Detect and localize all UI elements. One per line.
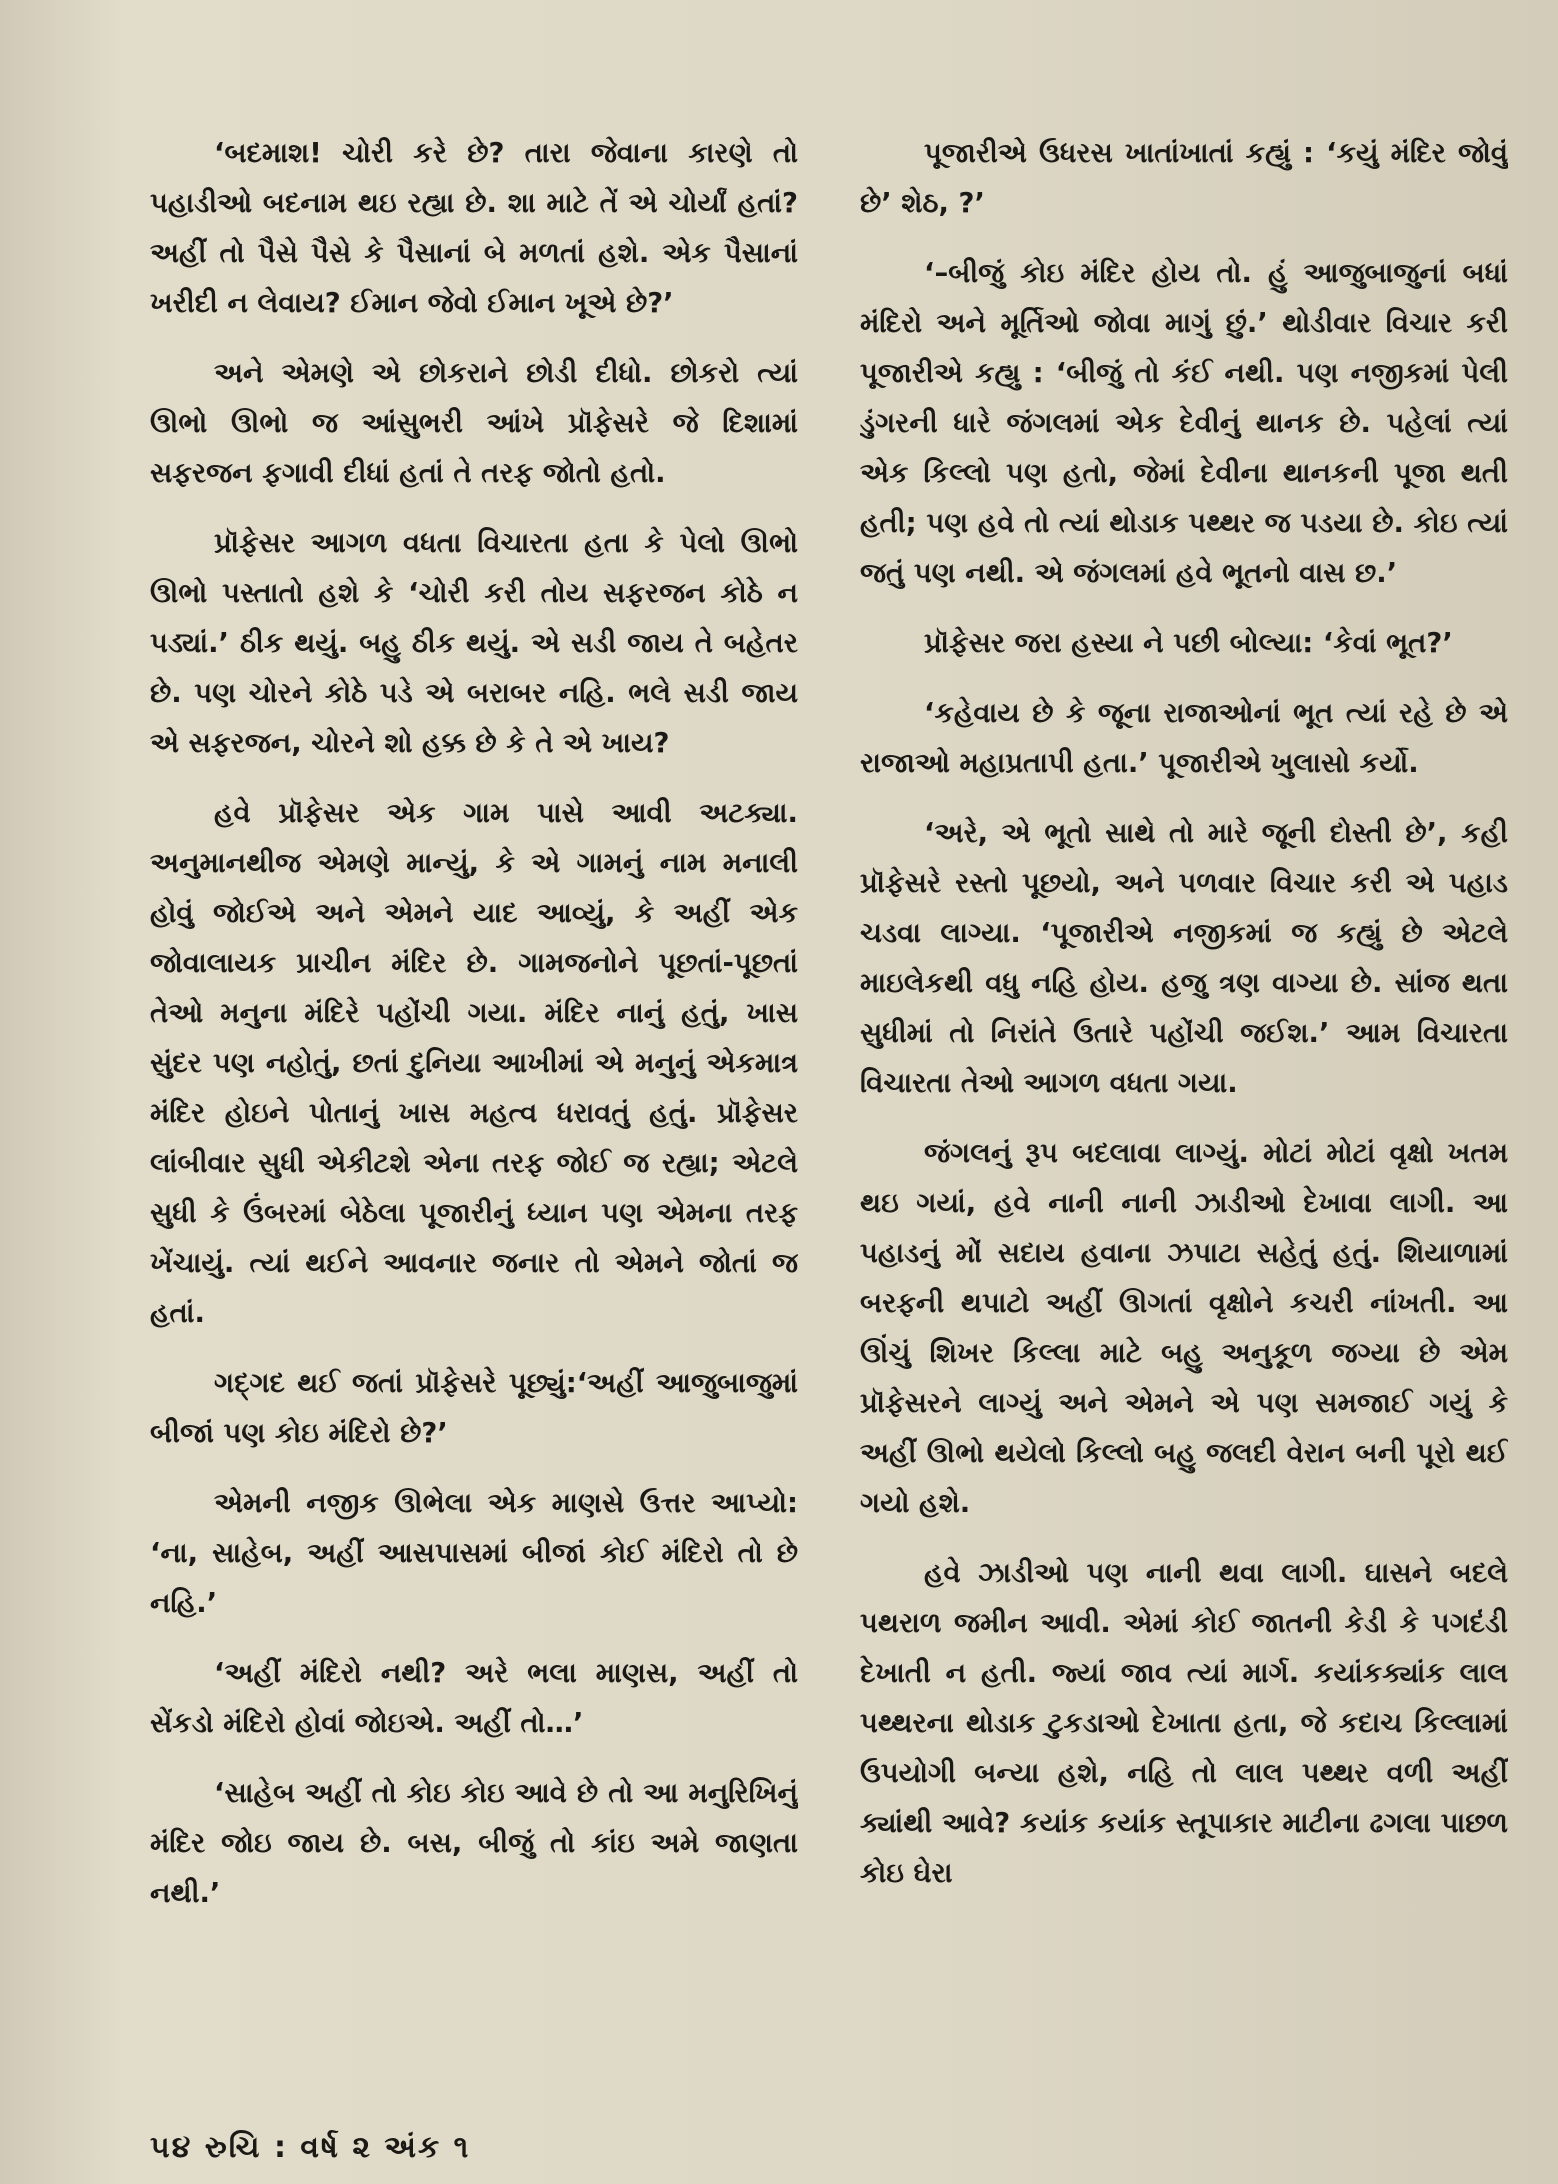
paragraph: ‘અહીં મંદિરો નથી? અરે ભલા માણસ, અહીં તો સેંકડો મંદિરો હોવાં જોઇએ. અહીં તો…’ (150, 1657, 798, 1739)
paragraph: હવે ઝાડીઓ પણ નાની થવા લાગી. ઘાસને બદલે પથરાળ જમીન આવી. એમાં કોઈ જાતની કેડી કે પગદંડી દેખાતી ન હતી. જ્યાં જાવ ત્યાં માર્ગ. કયાંકક્યાંક લાલ પથ્થરના થોડાક ટુકડાઓ દેખાતા હતા, જે કદાચ કિલ્લામાં ઉપયોગી બન્યા હશે, નહિ તો લાલ પથ્થર વળી અહીં ક્યાંથી આવે? કયાંક કયાંક સ્તૂપાકાર માટીના ઢગલા પાછળ કોઇ ઘેરા (860, 1557, 1508, 1889)
paragraph: ‘કહેવાય છે કે જૂના રાજાઓનાં ભૂત ત્યાં રહે છે એ રાજાઓ મહાપ્રતાપી હતા.’ પૂજારીએ ખુલાસો કર્યો. (860, 697, 1508, 779)
paragraph: પૂજારીએ ઉધરસ ખાતાંખાતાં કહ્યું : ‘કયું મંદિર જોવું છે’ શેઠ, ?’ (860, 137, 1508, 219)
paragraph: અને એમણે એ છોકરાને છોડી દીધો. છોકરો ત્યાં ઊભો ઊભો જ આંસુભરી આંખે પ્રૉફેસરે જે દિશામાં સફરજન ફગાવી દીધાં હતાં તે તરફ જોતો હતો. (150, 357, 798, 489)
paragraph: એમની નજીક ઊભેલા એક માણસે ઉત્તર આપ્યો: ‘ના, સાહેબ, અહીં આસપાસમાં બીજાં કોઈ મંદિરો તો છે નહિ.’ (150, 1487, 798, 1619)
paragraph: જંગલનું રૂપ બદલાવા લાગ્યું. મોટાં મોટાં વૃક્ષો ખતમ થઇ ગયાં, હવે નાની નાની ઝાડીઓ દેખાવા લાગી. આ પહાડનું મોં સદાય હવાના ઝપાટા સહેતું હતું. શિયાળામાં બરફની થપાટો અહીં ઊગતાં વૃક્ષોને કચરી નાંખતી. આ ઊંચું શિખર કિલ્લા માટે બહુ અનુકૂળ જગ્યા છે એમ પ્રૉફેસરને લાગ્યું અને એમને એ પણ સમજાઈ ગયું કે અહીં ઊભો થયેલો કિલ્લો બહુ જલદી વેરાન બની પૂરો થઈ ગયો હશે. (860, 1137, 1508, 1519)
paragraph: ‘બદમાશ! ચોરી કરે છે? તારા જેવાના કારણે તો પહાડીઓ બદનામ થઇ રહ્યા છે. શા માટે તેં એ ચોર્યાં હતાં? અહીં તો પૈસે પૈસે કે પૈસાનાં બે મળતાં હશે. એક પૈસાનાં ખરીદી ન લેવાય? ઈમાન જેવો ઈમાન ખૂએ છે?’ (150, 137, 798, 319)
left-column (150, 128, 798, 2088)
page-footer: ૫૪ રુચિ : વર્ષ ૨ અંક ૧ (150, 2130, 471, 2165)
paragraph: પ્રૉફેસર આગળ વધતા વિચારતા હતા કે પેલો ઊભો ઊભો પસ્તાતો હશે કે ‘ચોરી કરી તોય સફરજન કોઠે ન પડ્યાં.’ ઠીક થયું. બહુ ઠીક થયું. એ સડી જાય તે બહેતર છે. પણ ચોરને કોઠે પડે એ બરાબર નહિ. ભલે સડી જાય એ સફરજન, ચોરને શો હક્ક છે કે તે એ ખાય? (150, 527, 798, 759)
paragraph: હવે પ્રૉફેસર એક ગામ પાસે આવી અટક્યા. અનુમાનથીજ એમણે માન્યું, કે એ ગામનું નામ મનાલી હોવું જોઈએ અને એમને યાદ આવ્યું, કે અહીં એક જોવાલાયક પ્રાચીન મંદિર છે. ગામજનોને પૂછતાં-પૂછતાં તેઓ મનુના મંદિરે પહોંચી ગયા. મંદિર નાનું હતું, ખાસ સુંદર પણ નહોતું, છતાં દુનિયા આખીમાં એ મનુનું એકમાત્ર મંદિર હોઇને પોતાનું ખાસ મહત્વ ધરાવતું હતું. પ્રૉફેસર લાંબીવાર સુધી એકીટશે એના તરફ જોઈ જ રહ્યા; એટલે સુધી કે ઉંબરમાં બેઠેલા પૂજારીનું ધ્યાન પણ એમના તરફ ખેંચાયું. ત્યાં થઈને આવનાર જનાર તો એમને જોતાં જ હતાં. (150, 797, 798, 1329)
paragraph: ગદ્‌ગદ થઈ જતાં પ્રૉફેસરે પૂછ્યું:‘અહીં આજુબાજુમાં બીજાં પણ કોઇ મંદિરો છે?’ (150, 1367, 798, 1449)
text-columns (150, 128, 1508, 2088)
right-column (860, 128, 1508, 2088)
paragraph: ‘–બીજું કોઇ મંદિર હોય તો. હું આજુબાજુનાં બધાં મંદિરો અને મૂર્તિઓ જોવા માગું છું.’ થોડીવાર વિચાર કરી પૂજારીએ કહ્યુ : ‘બીજું તો કંઈ નથી. પણ નજીકમાં પેલી ડુંગરની ધારે જંગલમાં એક દેવીનું થાનક છે. પહેલાં ત્યાં એક કિલ્લો પણ હતો, જેમાં દેવીના થાનકની પૂજા થતી હતી; પણ હવે તો ત્યાં થોડાક પથ્થર જ પડયા છે. કોઇ ત્યાં જતું પણ નથી. એ જંગલમાં હવે ભૂતનો વાસ છ.’ (860, 257, 1508, 589)
paragraph: ‘અરે, એ ભૂતો સાથે તો મારે જૂની દોસ્તી છે’, કહી પ્રૉફેસરે રસ્તો પૂછયો, અને પળવાર વિચાર કરી એ પહાડ ચડવા લાગ્યા. ‘પૂજારીએ નજીકમાં જ કહ્યું છે એટલે માઇલેકથી વધુ નહિ હોય. હજુ ત્રણ વાગ્યા છે. સાંજ થતા સુધીમાં તો નિરાંતે ઉતારે પહોંચી જઈશ.’ આમ વિચારતા વિચારતા તેઓ આગળ વધતા ગયા. (860, 817, 1508, 1099)
paragraph: ‘સાહેબ અહીં તો કોઇ કોઇ આવે છે તો આ મનુરિખિનું મંદિર જોઇ જાય છે. બસ, બીજું તો કાંઇ અમે જાણતા નથી.’ (150, 1777, 798, 1909)
paragraph: પ્રૉફેસર જરા હસ્યા ને પછી બોલ્યા: ‘કેવાં ભૂત?’ (924, 627, 1453, 659)
